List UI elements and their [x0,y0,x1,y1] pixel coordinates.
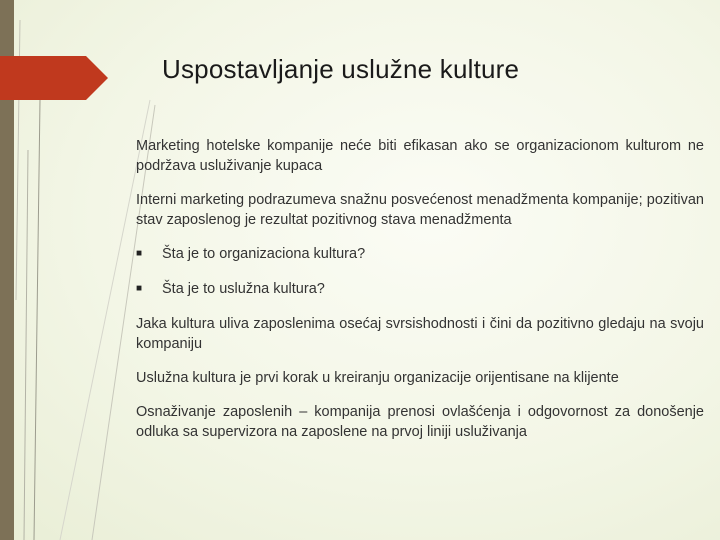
bullet-text: Šta je to organizaciona kultura? [162,246,366,262]
paragraph: Jaka kultura uliva zaposlenima osećaj svrsishodnosti i čini da pozitivno gledaju na svoju kompaniju [136,316,704,352]
bullet-item [136,279,704,299]
square-bullet-icon: ■ [136,248,143,259]
bullet-item [136,244,704,264]
slide-title: Uspostavljanje uslužne kulture [162,54,520,84]
title-accent-arrow [0,56,108,100]
square-bullet-icon: ■ [136,283,143,294]
paragraph: Marketing hotelske kompanije neće biti efikasan ako se organizacionom kulturom ne podržava usluživanje kupaca [136,138,704,174]
slide-content [136,136,704,456]
paragraph: Uslužna kultura je prvi korak u kreiranju organizacije orijentisane na klijente [136,370,619,386]
bullet-text: Šta je to uslužna kultura? [162,281,325,297]
paragraph: Interni marketing podrazumeva snažnu posvećenost menadžmenta kompanije; pozitivan stav zaposlenog je rezultat pozitivnog stava menadžmenta [136,192,704,228]
paragraph: Osnaživanje zaposlenih – kompanija prenosi ovlašćenja i odgovornost za donošenje odluka sa supervizora na zaposlene na prvoj liniji usluživanja [136,404,704,440]
